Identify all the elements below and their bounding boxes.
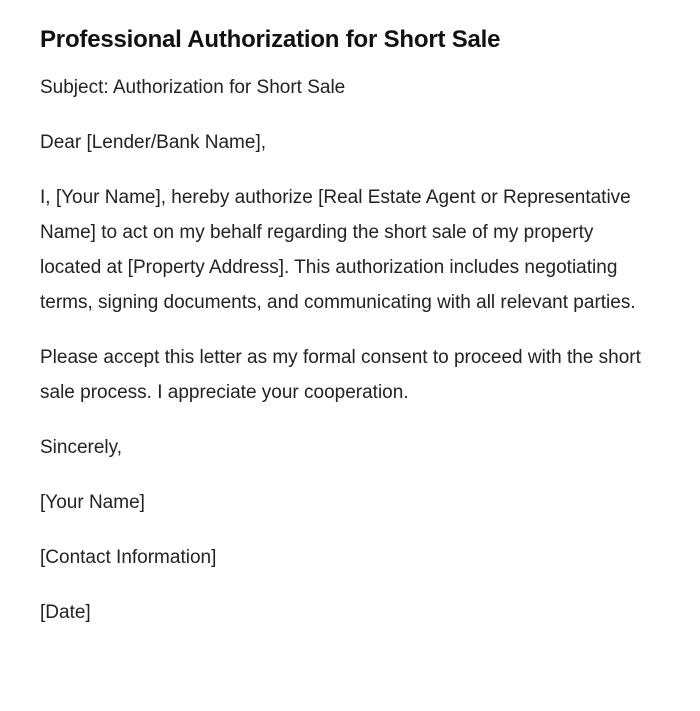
- document-title: Professional Authorization for Short Sale: [40, 26, 501, 53]
- body-paragraph-authorization: I, [Your Name], hereby authorize [Real Estate Agent or Representative Name] to act on my behalf regarding the short sale of my property located at [Property Address]. This authorization includes negotiating terms, signing documents, and communicating with all relevant parties.: [40, 187, 636, 313]
- signature-name: [Your Name]: [40, 492, 145, 513]
- body-paragraph-consent: Please accept this letter as my formal consent to proceed with the short sale process. I appreciate your cooperation.: [40, 347, 641, 403]
- letter-document: [40, 24, 650, 630]
- greeting: Dear [Lender/Bank Name],: [40, 132, 267, 153]
- closing: Sincerely,: [40, 437, 123, 458]
- subject-line: Subject: Authorization for Short Sale: [40, 77, 346, 98]
- signature-contact: [Contact Information]: [40, 547, 217, 568]
- signature-date: [Date]: [40, 602, 91, 623]
